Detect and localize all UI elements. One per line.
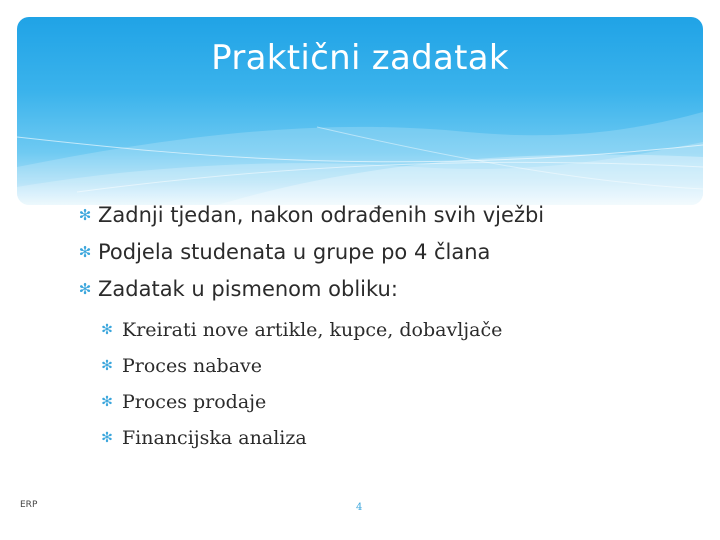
slide-title: Praktični zadatak bbox=[211, 38, 509, 78]
list-item bbox=[100, 384, 502, 420]
bullet-text: Podjela studenata u grupe po 4 člana bbox=[98, 239, 491, 264]
asterisk-bullet-icon: ✻ bbox=[101, 322, 113, 338]
sub-bullet-text: Proces nabave bbox=[122, 355, 263, 377]
list-item bbox=[100, 312, 502, 348]
sub-bullet-text: Financijska analiza bbox=[122, 427, 307, 449]
sub-bullet-text: Proces prodaje bbox=[122, 391, 267, 413]
list-item bbox=[78, 196, 544, 233]
sub-bullet-list bbox=[100, 312, 502, 456]
asterisk-bullet-icon: ✻ bbox=[101, 358, 113, 374]
list-item bbox=[78, 233, 544, 270]
bullet-text: Zadatak u pismenom obliku: bbox=[98, 276, 398, 301]
asterisk-bullet-icon: ✻ bbox=[101, 430, 113, 446]
footer-label: ERP bbox=[20, 500, 38, 510]
asterisk-bullet-icon: ✻ bbox=[78, 279, 92, 298]
asterisk-bullet-icon: ✻ bbox=[101, 394, 113, 410]
bullet-text: Zadnji tjedan, nakon odrađenih svih vježbi bbox=[98, 202, 545, 227]
bullet-list bbox=[78, 196, 544, 307]
asterisk-bullet-icon: ✻ bbox=[78, 205, 92, 224]
sub-bullet-text: Kreirati nove artikle, kupce, dobavljače bbox=[122, 319, 503, 341]
list-item bbox=[100, 348, 502, 384]
asterisk-bullet-icon: ✻ bbox=[78, 242, 92, 261]
list-item bbox=[100, 420, 502, 456]
page-number: 4 bbox=[356, 502, 363, 513]
list-item bbox=[78, 270, 544, 307]
